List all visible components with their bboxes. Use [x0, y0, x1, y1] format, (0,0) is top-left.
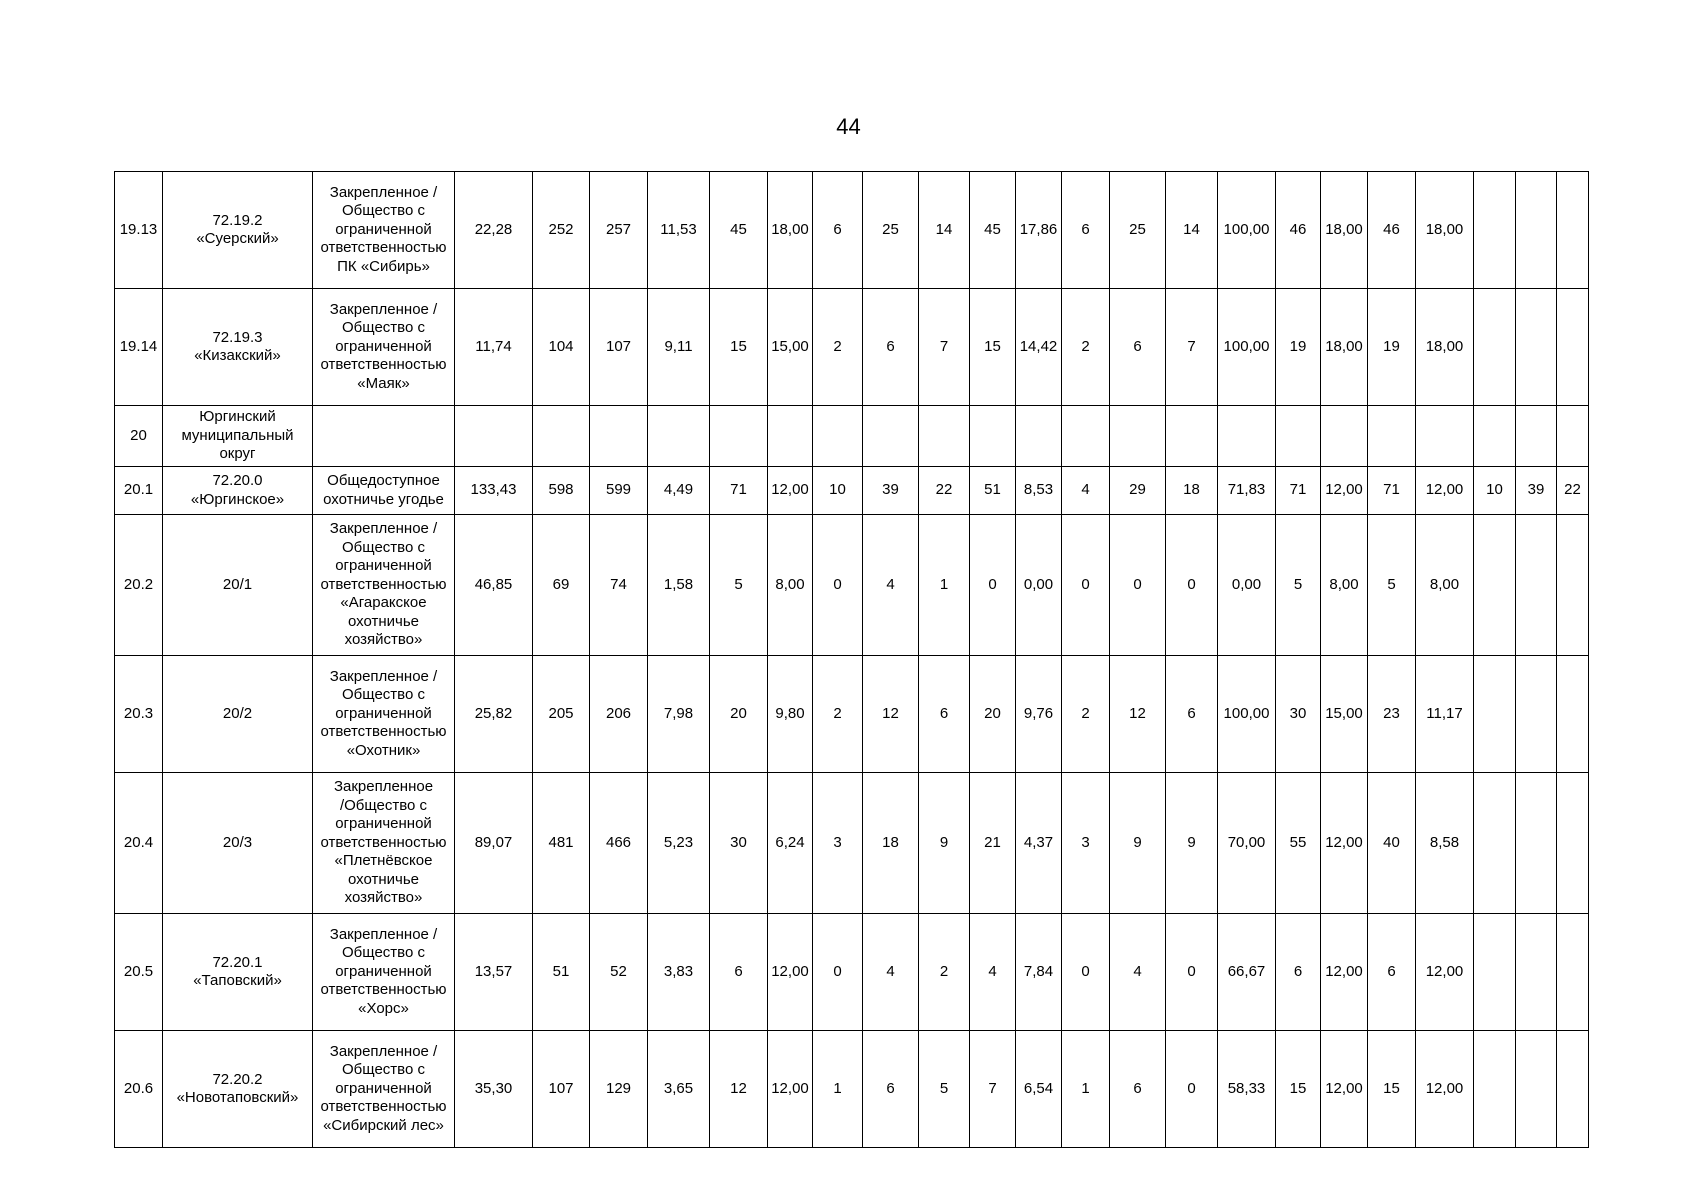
- table-cell: [1516, 914, 1557, 1031]
- table-cell: 4: [1110, 914, 1166, 1031]
- table-cell: [1321, 406, 1368, 467]
- table-cell: [1474, 289, 1516, 406]
- table-cell: 89,07: [455, 773, 533, 914]
- table-cell: 6: [1166, 656, 1218, 773]
- table-cell: 2: [813, 656, 863, 773]
- table-cell: 481: [533, 773, 590, 914]
- table-cell: 14: [1166, 172, 1218, 289]
- table-cell: 1: [1062, 1031, 1110, 1148]
- table-cell: 74: [590, 515, 648, 656]
- table-cell: [768, 406, 813, 467]
- table-cell: 7: [970, 1031, 1016, 1148]
- table-cell: 45: [970, 172, 1016, 289]
- table-cell: Закрепленное / Общество с ограниченной ответственностью «Хорс»: [313, 914, 455, 1031]
- table-cell: [1416, 406, 1474, 467]
- table-cell: 72.19.3 «Кизакский»: [163, 289, 313, 406]
- table-cell: Юргинский муниципальный округ: [163, 406, 313, 467]
- table-cell: [970, 406, 1016, 467]
- table-cell: 9: [1166, 773, 1218, 914]
- table-cell: 6: [1276, 914, 1321, 1031]
- table-cell: 0,00: [1218, 515, 1276, 656]
- table-cell: 598: [533, 467, 590, 515]
- table-cell: 15: [970, 289, 1016, 406]
- table-row: [115, 172, 1589, 289]
- table-cell: 3,65: [648, 1031, 710, 1148]
- table-cell: 25: [863, 172, 919, 289]
- table-cell: 4: [863, 515, 919, 656]
- page-number: 44: [836, 114, 861, 139]
- table-cell: [1474, 406, 1516, 467]
- table-cell: 0: [1062, 914, 1110, 1031]
- table-row: [115, 914, 1589, 1031]
- table-cell: [1557, 406, 1589, 467]
- table-cell: 9: [1110, 773, 1166, 914]
- table-cell: 0: [813, 914, 863, 1031]
- table-cell: [1516, 773, 1557, 914]
- table-cell: 5: [1368, 515, 1416, 656]
- table-cell: [710, 406, 768, 467]
- table-cell: 466: [590, 773, 648, 914]
- table-cell: 11,17: [1416, 656, 1474, 773]
- table-cell: [1166, 406, 1218, 467]
- table-cell: 18,00: [1321, 172, 1368, 289]
- table-cell: 72.19.2 «Суерский»: [163, 172, 313, 289]
- table-cell: [1474, 773, 1516, 914]
- table-cell: 22,28: [455, 172, 533, 289]
- table-cell: 0: [813, 515, 863, 656]
- table-cell: 6: [1110, 1031, 1166, 1148]
- table-cell: 6: [863, 289, 919, 406]
- table-cell: 72.20.0 «Юргинское»: [163, 467, 313, 515]
- table-cell: 18,00: [1321, 289, 1368, 406]
- table-cell: 12,00: [1321, 467, 1368, 515]
- table-cell: 3: [1062, 773, 1110, 914]
- table-row: [115, 515, 1589, 656]
- table-cell: 71,83: [1218, 467, 1276, 515]
- table-cell: 10: [1474, 467, 1516, 515]
- table-cell: 1,58: [648, 515, 710, 656]
- table-cell: 21: [970, 773, 1016, 914]
- table-cell: 18,00: [1416, 289, 1474, 406]
- table-cell: [533, 406, 590, 467]
- table-cell: 8,58: [1416, 773, 1474, 914]
- table-cell: [1474, 515, 1516, 656]
- table-cell: 45: [710, 172, 768, 289]
- table-cell: 19.13: [115, 172, 163, 289]
- table-cell: 12: [1110, 656, 1166, 773]
- table-cell: 12,00: [1321, 773, 1368, 914]
- table-cell: 4,49: [648, 467, 710, 515]
- table-cell: [1557, 289, 1589, 406]
- table-cell: 129: [590, 1031, 648, 1148]
- table-cell: 10: [813, 467, 863, 515]
- table-cell: 3: [813, 773, 863, 914]
- table-cell: 12,00: [1321, 1031, 1368, 1148]
- table-cell: [1516, 515, 1557, 656]
- table-cell: 11,74: [455, 289, 533, 406]
- table-cell: 15,00: [768, 289, 813, 406]
- table-cell: 8,53: [1016, 467, 1062, 515]
- table-cell: 20: [115, 406, 163, 467]
- table-cell: 15: [710, 289, 768, 406]
- table-cell: 6: [1062, 172, 1110, 289]
- table-cell: 18: [863, 773, 919, 914]
- table-cell: 72.20.1 «Таповский»: [163, 914, 313, 1031]
- table-cell: 2: [919, 914, 970, 1031]
- table-cell: 6,54: [1016, 1031, 1062, 1148]
- table-row: [115, 406, 1589, 467]
- table-cell: 8,00: [1416, 515, 1474, 656]
- table-cell: 9,11: [648, 289, 710, 406]
- table-cell: 100,00: [1218, 289, 1276, 406]
- table-cell: 1: [813, 1031, 863, 1148]
- table-cell: [1474, 656, 1516, 773]
- table-cell: 12,00: [768, 914, 813, 1031]
- table-cell: [1474, 914, 1516, 1031]
- table-cell: 12,00: [1416, 914, 1474, 1031]
- table-cell: 6: [863, 1031, 919, 1148]
- table-cell: 257: [590, 172, 648, 289]
- table-cell: 3,83: [648, 914, 710, 1031]
- table-cell: 6: [1110, 289, 1166, 406]
- table-cell: [1368, 406, 1416, 467]
- table-cell: 104: [533, 289, 590, 406]
- table-cell: 12,00: [1321, 914, 1368, 1031]
- table-cell: 52: [590, 914, 648, 1031]
- table-cell: 0,00: [1016, 515, 1062, 656]
- table-cell: 7: [1166, 289, 1218, 406]
- table-cell: 30: [1276, 656, 1321, 773]
- table-cell: 18: [1166, 467, 1218, 515]
- table-cell: 15,00: [1321, 656, 1368, 773]
- table-cell: 252: [533, 172, 590, 289]
- table-cell: 71: [1276, 467, 1321, 515]
- table-cell: 69: [533, 515, 590, 656]
- table-cell: 70,00: [1218, 773, 1276, 914]
- table-cell: 5: [1276, 515, 1321, 656]
- table-cell: [1557, 773, 1589, 914]
- table-cell: Общедоступное охотничье угодье: [313, 467, 455, 515]
- table-cell: [1557, 656, 1589, 773]
- table-cell: 6: [710, 914, 768, 1031]
- table-cell: 13,57: [455, 914, 533, 1031]
- table-cell: 6: [919, 656, 970, 773]
- table-cell: 39: [863, 467, 919, 515]
- table-cell: 6,24: [768, 773, 813, 914]
- table-cell: 0: [1166, 515, 1218, 656]
- table-cell: 58,33: [1218, 1031, 1276, 1148]
- table-cell: 7,84: [1016, 914, 1062, 1031]
- table-cell: 9,76: [1016, 656, 1062, 773]
- table-cell: 4: [863, 914, 919, 1031]
- table-cell: 133,43: [455, 467, 533, 515]
- table-cell: 0: [970, 515, 1016, 656]
- table-cell: 71: [710, 467, 768, 515]
- table-cell: 11,53: [648, 172, 710, 289]
- table-cell: 4: [970, 914, 1016, 1031]
- table-cell: 12,00: [768, 467, 813, 515]
- table-cell: 107: [590, 289, 648, 406]
- table-cell: 9,80: [768, 656, 813, 773]
- table-cell: 71: [1368, 467, 1416, 515]
- table-cell: [1516, 172, 1557, 289]
- table-cell: 0: [1110, 515, 1166, 656]
- table-cell: 20: [710, 656, 768, 773]
- table-cell: [313, 406, 455, 467]
- table-row: [115, 773, 1589, 914]
- table-cell: 39: [1516, 467, 1557, 515]
- table-cell: 51: [533, 914, 590, 1031]
- table-cell: 23: [1368, 656, 1416, 773]
- table-cell: 205: [533, 656, 590, 773]
- table-cell: 5,23: [648, 773, 710, 914]
- table-cell: Закрепленное / Общество с ограниченной ответственностью «Маяк»: [313, 289, 455, 406]
- table-cell: 20.5: [115, 914, 163, 1031]
- table-cell: 22: [1557, 467, 1589, 515]
- table-cell: 51: [970, 467, 1016, 515]
- table-cell: 0: [1166, 1031, 1218, 1148]
- table-cell: 7: [919, 289, 970, 406]
- table-cell: 18,00: [1416, 172, 1474, 289]
- table-cell: [1557, 515, 1589, 656]
- table-cell: 72.20.2 «Новотаповский»: [163, 1031, 313, 1148]
- table-cell: 107: [533, 1031, 590, 1148]
- table-row: [115, 656, 1589, 773]
- table-cell: 4,37: [1016, 773, 1062, 914]
- table-cell: 599: [590, 467, 648, 515]
- table-cell: [1557, 914, 1589, 1031]
- table-cell: [919, 406, 970, 467]
- table-cell: 6: [1368, 914, 1416, 1031]
- table-cell: 20.2: [115, 515, 163, 656]
- table-cell: 8,00: [1321, 515, 1368, 656]
- table-cell: 0: [1062, 515, 1110, 656]
- table-cell: 5: [710, 515, 768, 656]
- table-row: [115, 467, 1589, 515]
- table-cell: [1110, 406, 1166, 467]
- table-cell: 2: [1062, 656, 1110, 773]
- table-cell: 12: [863, 656, 919, 773]
- table-cell: 6: [813, 172, 863, 289]
- table-cell: 12,00: [768, 1031, 813, 1148]
- table-cell: 12,00: [1416, 467, 1474, 515]
- table-cell: Закрепленное / Общество с ограниченной ответственностью «Охотник»: [313, 656, 455, 773]
- table-cell: 14: [919, 172, 970, 289]
- table-cell: 14,42: [1016, 289, 1062, 406]
- table-cell: [1016, 406, 1062, 467]
- table-cell: [590, 406, 648, 467]
- table-cell: 100,00: [1218, 656, 1276, 773]
- table-cell: [1062, 406, 1110, 467]
- table-row: [115, 1031, 1589, 1148]
- table-cell: 7,98: [648, 656, 710, 773]
- table-cell: 19: [1276, 289, 1321, 406]
- table-cell: 66,67: [1218, 914, 1276, 1031]
- table-cell: 20/1: [163, 515, 313, 656]
- table-cell: 25,82: [455, 656, 533, 773]
- table-cell: [1218, 406, 1276, 467]
- table-cell: [1516, 1031, 1557, 1148]
- table-cell: 22: [919, 467, 970, 515]
- table-cell: 20.1: [115, 467, 163, 515]
- table-cell: 8,00: [768, 515, 813, 656]
- table-cell: 46: [1276, 172, 1321, 289]
- table-cell: [1557, 1031, 1589, 1148]
- table-cell: 4: [1062, 467, 1110, 515]
- table-cell: 15: [1368, 1031, 1416, 1148]
- table-cell: 5: [919, 1031, 970, 1148]
- table-cell: [455, 406, 533, 467]
- table-cell: 9: [919, 773, 970, 914]
- table-cell: [1516, 406, 1557, 467]
- table-cell: [813, 406, 863, 467]
- table-cell: [1474, 172, 1516, 289]
- table-cell: 15: [1276, 1031, 1321, 1148]
- table-cell: Закрепленное / Общество с ограниченной ответственностью «Агаракское охотничье хозяйство»: [313, 515, 455, 656]
- table-cell: Закрепленное / Общество с ограниченной ответственностью ПК «Сибирь»: [313, 172, 455, 289]
- table-cell: 20.6: [115, 1031, 163, 1148]
- data-table: [114, 171, 1589, 1148]
- table-cell: 20: [970, 656, 1016, 773]
- table-cell: [1516, 656, 1557, 773]
- table-cell: 20/2: [163, 656, 313, 773]
- table-cell: 12,00: [1416, 1031, 1474, 1148]
- table-cell: [648, 406, 710, 467]
- table-cell: 18,00: [768, 172, 813, 289]
- table-cell: 12: [710, 1031, 768, 1148]
- table-cell: Закрепленное /Общество с ограниченной ответственностью «Плетнёвское охотничье хозяйство»: [313, 773, 455, 914]
- table-cell: 30: [710, 773, 768, 914]
- table-cell: 20/3: [163, 773, 313, 914]
- table-cell: [1474, 1031, 1516, 1148]
- table-cell: [863, 406, 919, 467]
- table-cell: 29: [1110, 467, 1166, 515]
- table-cell: 20.4: [115, 773, 163, 914]
- table-cell: 19: [1368, 289, 1416, 406]
- table-cell: 55: [1276, 773, 1321, 914]
- table-cell: 206: [590, 656, 648, 773]
- table-cell: 17,86: [1016, 172, 1062, 289]
- table-cell: 19.14: [115, 289, 163, 406]
- table-cell: Закрепленное / Общество с ограниченной ответственностью «Сибирский лес»: [313, 1031, 455, 1148]
- table-cell: 100,00: [1218, 172, 1276, 289]
- table-cell: 40: [1368, 773, 1416, 914]
- table-cell: 2: [813, 289, 863, 406]
- table-cell: [1557, 172, 1589, 289]
- table-cell: [1276, 406, 1321, 467]
- table-cell: 2: [1062, 289, 1110, 406]
- table-cell: 46: [1368, 172, 1416, 289]
- table-cell: 0: [1166, 914, 1218, 1031]
- table-row: [115, 289, 1589, 406]
- table-cell: 20.3: [115, 656, 163, 773]
- table-cell: 25: [1110, 172, 1166, 289]
- table-cell: 46,85: [455, 515, 533, 656]
- table-cell: [1516, 289, 1557, 406]
- table-cell: 35,30: [455, 1031, 533, 1148]
- table-cell: 1: [919, 515, 970, 656]
